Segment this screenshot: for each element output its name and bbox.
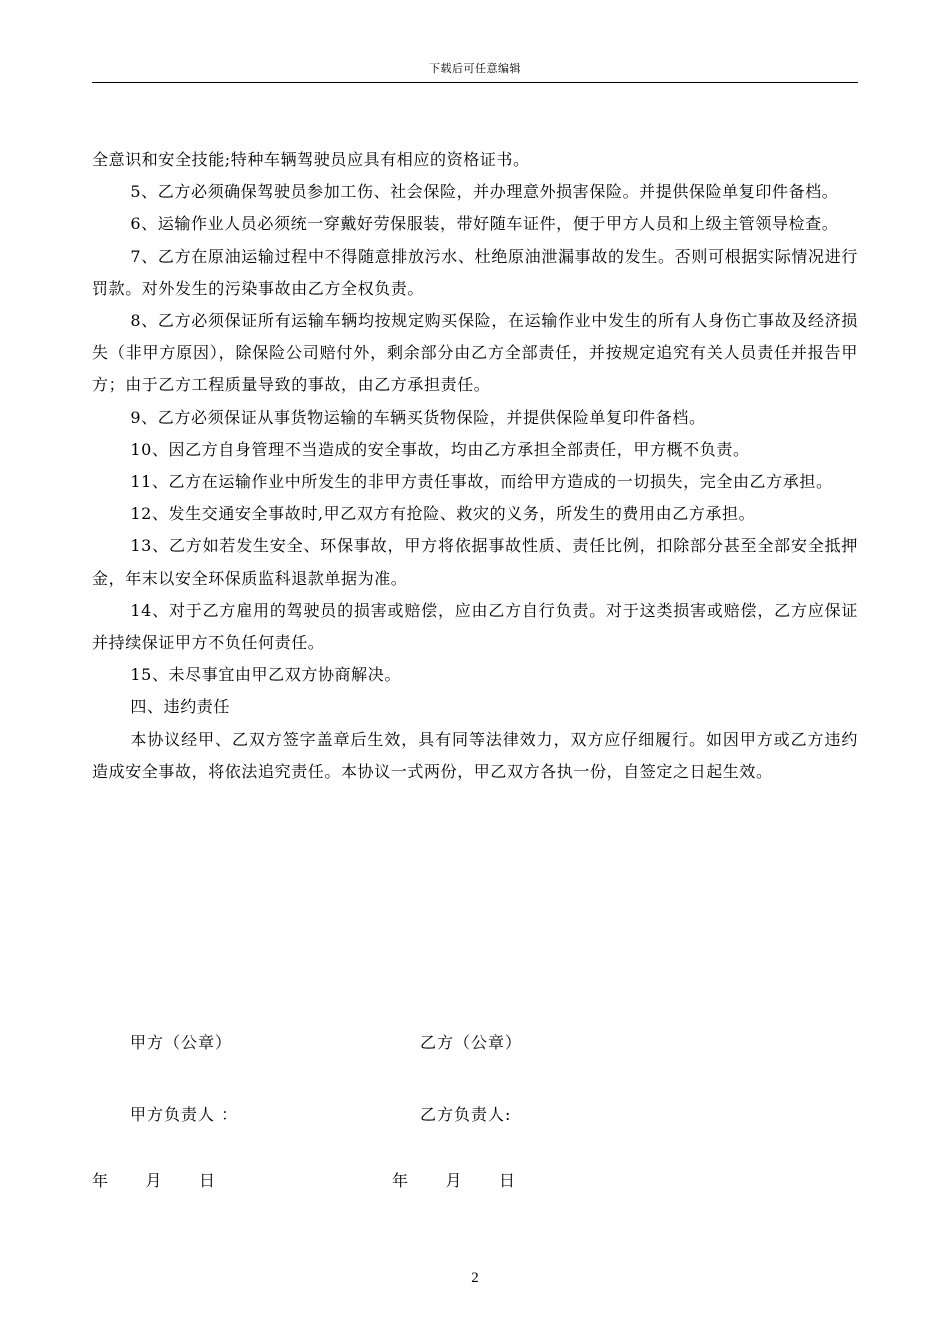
party-a-representative-label: 甲方负责人 ： <box>130 1105 239 1124</box>
paragraph: 10、因乙方自身管理不当造成的安全事故，均由乙方承担全部责任，甲方概不负责。 <box>130 439 750 459</box>
header-divider <box>92 82 858 83</box>
paragraph: 本协议经甲、乙双方签字盖章后生效，具有同等法律效力，双方应仔细履行。如因甲方或乙方违约造成安全事故，将依法追究责任。本协议一式两份，甲乙双方各执一份，自签定之日起生效。 <box>92 729 858 781</box>
paragraph: 11、乙方在运输作业中所发生的非甲方责任事故，而给甲方造成的一切损失，完全由乙方承担。 <box>130 472 833 492</box>
party-a-seal-label: 甲方（公章） <box>130 1033 233 1052</box>
party-b-representative-label: 乙方负责人: <box>420 1105 512 1124</box>
paragraph: 12、发生交通安全事故时,甲乙双方有抢险、救灾的义务，所发生的费用由乙方承担。 <box>130 504 756 524</box>
party-b-date-line: 年 月 日 <box>392 1171 517 1190</box>
page-header: 下载后可任意编辑 <box>429 62 521 75</box>
paragraph: 15、未尽事宜由甲乙双方协商解决。 <box>130 665 401 685</box>
paragraph: 5、乙方必须确保驾驶员参加工伤、社会保险，并办理意外损害保险。并提供保险单复印件备档。 <box>130 182 839 202</box>
paragraph: 7、乙方在原油运输过程中不得随意排放污水、杜绝原油泄漏事故的发生。否则可根据实际情况进行罚款。对外发生的污染事故由乙方全权负责。 <box>92 246 858 298</box>
party-a-date-line: 年 月 日 <box>92 1171 217 1190</box>
paragraph: 四、违约责任 <box>130 697 230 717</box>
paragraph: 13、乙方如若发生安全、环保事故，甲方将依据事故性质、责任比例，扣除部分甚至全部安全抵押金，年末以安全环保质监科退款单据为准。 <box>92 536 858 588</box>
paragraph: 9、乙方必须保证从事货物运输的车辆买货物保险，并提供保险单复印件备档。 <box>130 407 706 427</box>
page-number: 2 <box>471 1270 479 1286</box>
document-body <box>92 144 858 788</box>
party-b-seal-label: 乙方（公章） <box>420 1033 523 1052</box>
paragraph: 6、运输作业人员必须统一穿戴好劳保服装，带好随车证件，便于甲方人员和上级主管领导检查。 <box>130 214 839 234</box>
paragraph: 8、乙方必须保证所有运输车辆均按规定购买保险，在运输作业中发生的所有人身伤亡事故及经济损失（非甲方原因），除保险公司赔付外，剩余部分由乙方全部责任，并按规定追究有关人员责任并报告甲方；由于乙方工程质量导致的事故，由乙方承担责任。 <box>92 311 858 395</box>
paragraph: 14、对于乙方雇用的驾驶员的损害或赔偿，应由乙方自行负责。对于这类损害或赔偿，乙方应保证并持续保证甲方不负任何责任。 <box>92 600 858 653</box>
paragraph: 全意识和安全技能;特种车辆驾驶员应具有相应的资格证书。 <box>92 150 530 169</box>
